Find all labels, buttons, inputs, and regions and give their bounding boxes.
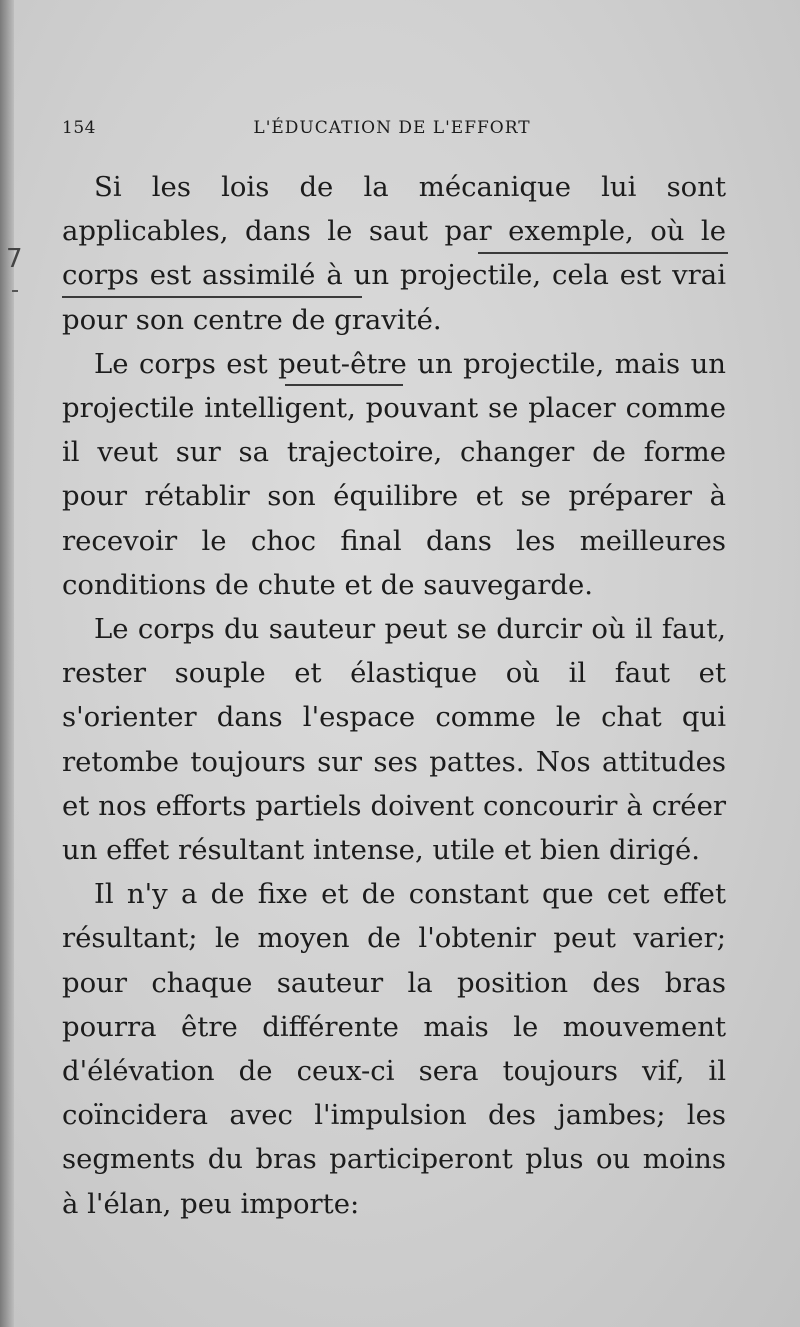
page-header xyxy=(62,118,722,148)
paragraph-4: Il n'y a de fixe et de constant que cet effet résultant; le moyen de l'obtenir peut varier; pour chaque sauteur la position des bras pourra être différente mais le mouvement d'élévation de ceux-ci sera toujours vif, il coïncidera avec l'impulsion des jambes; les segments du bras participeront plus ou moins à l'élan, peu importe: xyxy=(62,878,726,1220)
margin-dash-mark xyxy=(12,290,18,292)
body-text xyxy=(62,165,726,1226)
pencil-underline xyxy=(285,384,403,386)
margin-handwritten-mark: 7 xyxy=(6,244,23,274)
running-title: L'ÉDUCATION DE L'EFFORT xyxy=(253,118,531,138)
pencil-underline xyxy=(478,252,728,254)
page-number: 154 xyxy=(62,118,96,138)
paragraph-2: Le corps est peut-être un projectile, mais un projectile intelligent, pouvant se placer comme il veut sur sa trajectoire, changer de forme pour rétablir son équilibre et se préparer à recevoir le choc final dans les meilleures conditions de chute et de sauvegarde. xyxy=(62,347,726,601)
pencil-underline xyxy=(62,296,362,298)
paragraph-3: Le corps du sauteur peut se durcir où il faut, rester souple et élastique où il faut et s'orienter dans l'espace comme le chat qui retombe toujours sur ses pattes. Nos attitudes et nos efforts partiels doivent concourir à créer un effet résultant intense, utile et bien dirigé. xyxy=(62,613,726,867)
paragraph-1: Si les lois de la mécanique lui sont applicables, dans le saut par exemple, où le corps est assimilé à un projectile, cela est vrai pour son centre de gravité. xyxy=(62,171,726,336)
page-gutter-shadow xyxy=(0,0,14,1327)
